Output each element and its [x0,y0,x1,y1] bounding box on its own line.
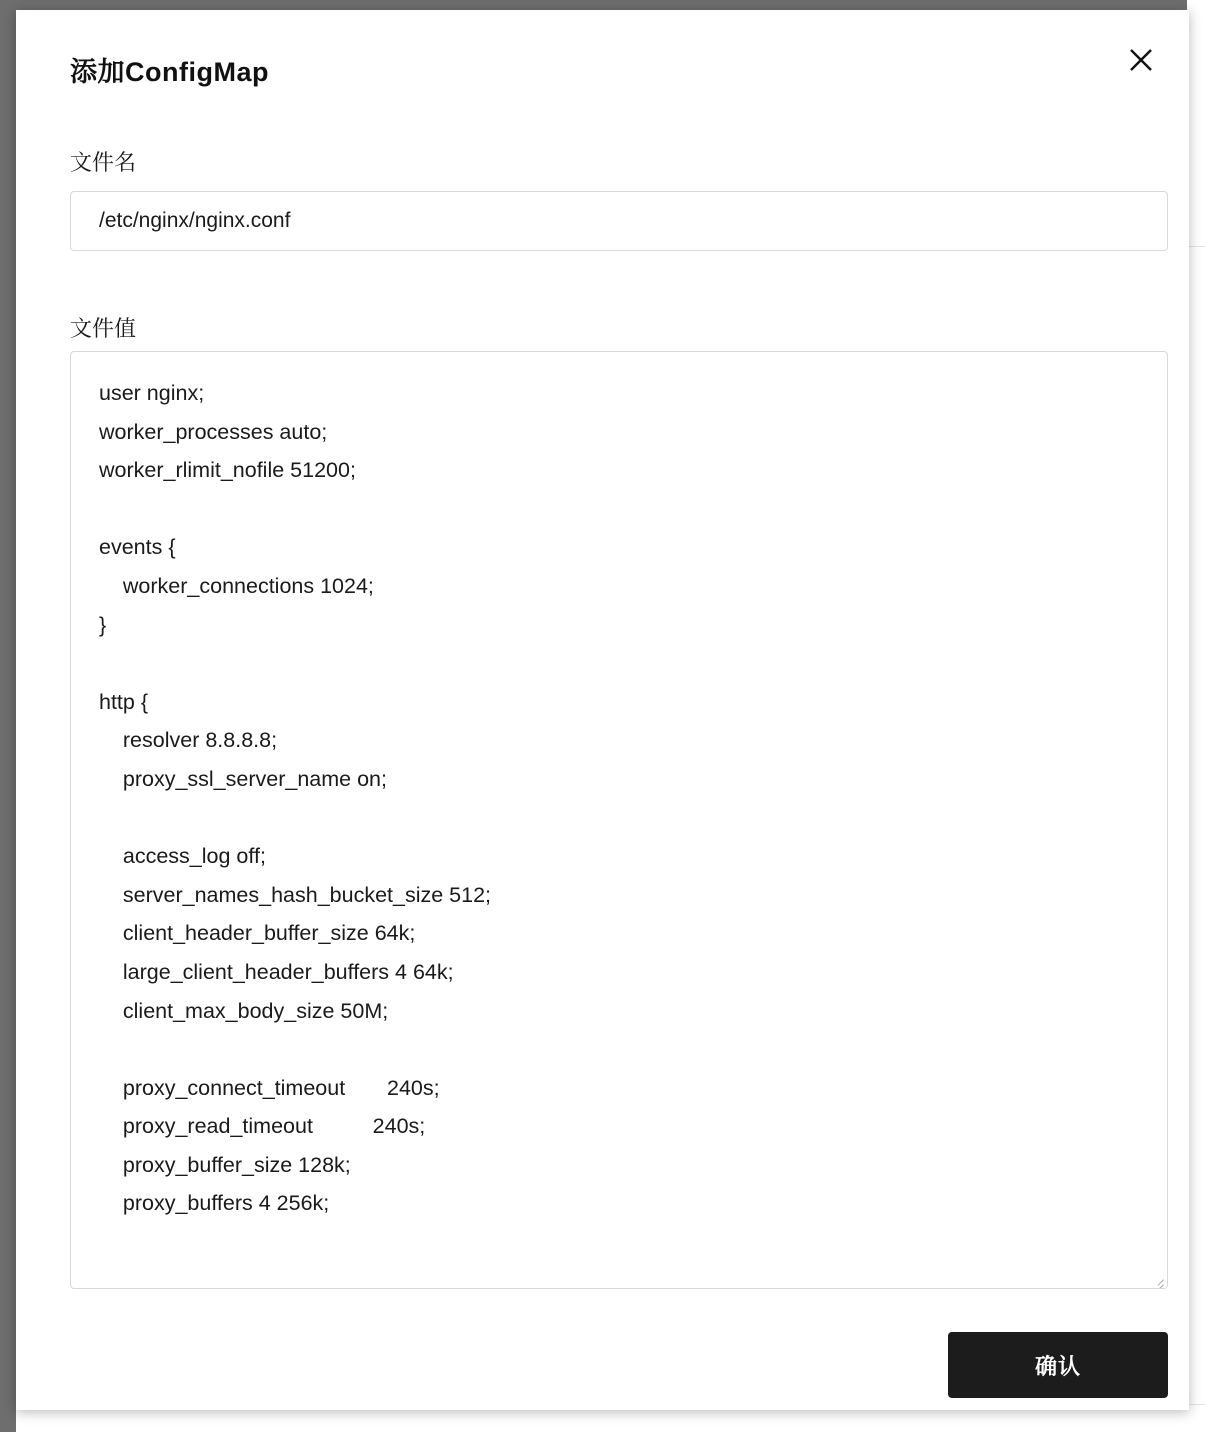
close-icon[interactable] [1121,40,1161,80]
background-page-bottom-edge [0,1410,1205,1432]
background-page-right-edge [1187,0,1205,1432]
filevalue-container [70,351,1168,1289]
filevalue-label: 文件值 [70,316,137,341]
dialog-title: 添加ConfigMap [70,57,269,87]
confirm-button[interactable]: 确认 [948,1332,1168,1398]
filename-label: 文件名 [70,150,137,175]
filename-input[interactable] [70,191,1168,251]
overlay-backdrop [0,0,16,1432]
add-configmap-dialog [16,10,1189,1410]
filevalue-textarea[interactable] [71,352,1167,1288]
